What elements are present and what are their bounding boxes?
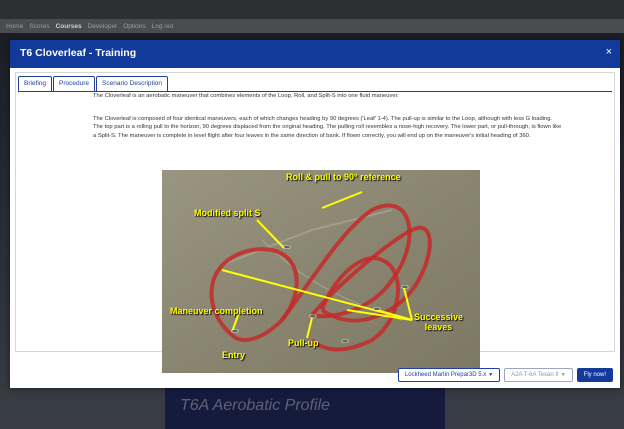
background-title: T6A Aerobatic Profile [180,397,330,414]
label-successive-leaves: Successive leaves [414,312,464,332]
nav-item-courses[interactable]: Courses [55,22,82,30]
training-modal [10,40,620,388]
label-maneuver-completion: Maneuver completion [170,306,263,316]
nav-item-developer[interactable]: Developer [87,22,118,30]
main-nav [0,19,624,33]
cloverleaf-graphic [162,170,480,373]
label-entry: Entry [222,350,246,360]
label-roll-pull: Roll & pull to 90° reference [286,172,401,182]
aircraft-select-label: A2A T-6A Texan II [511,372,559,378]
modal-title: T6 Cloverleaf - Training [20,47,137,59]
nav-item-scores[interactable]: Scores [29,22,50,30]
modal-body [15,72,615,360]
label-pull-up: Pull-up [288,338,319,348]
tab-bar [18,76,169,92]
modal-header [10,40,620,68]
tab-procedure[interactable]: Procedure [53,76,95,92]
nav-item-logout[interactable]: Log out [151,22,174,30]
briefing-content[interactable] [16,93,614,360]
close-icon[interactable]: × [605,46,612,58]
nav-item-home[interactable]: Home [6,22,24,30]
label-modified-split: Modified split S [194,208,261,218]
tab-scenario-description[interactable]: Scenario Description [96,76,168,92]
simulator-select[interactable] [398,368,500,382]
nav-item-options[interactable]: Options [123,22,146,30]
chevron-down-icon: ▼ [560,372,566,378]
cloverleaf-diagram [162,170,480,373]
tab-divider [18,91,612,92]
briefing-paragraph-1: The Cloverleaf is an aerobatic maneuver that combines elements of the Loop, Roll, and Split-S into one fluid maneuver. [93,93,399,99]
simulator-select-label: Lockheed Martin Prepar3D 5.x [404,372,487,378]
chevron-down-icon: ▼ [488,372,494,378]
briefing-paragraph-2: The Cloverleaf is composed of four identical maneuvers, each of which changes heading by 90 degrees ('Leaf' 1-4). The pull-up is similar to the Loop, although with less G loading. The top part is a rolling pull to the horizon, 90 degrees displaced from the original heading. The pulling roll resembles a nose-high recovery. The lower part, or pull-through, is flown like a Split-S. The maneuver is complete in level flight after four leaves in the same direction of bank. If flown correctly, you will end up on the maneuver's initial heading of 360. [93,116,562,139]
tab-briefing[interactable]: Briefing [18,76,52,92]
aircraft-select[interactable] [504,368,572,382]
fly-now-button[interactable]: Fly now! [577,368,613,382]
modal-footer [394,368,613,382]
